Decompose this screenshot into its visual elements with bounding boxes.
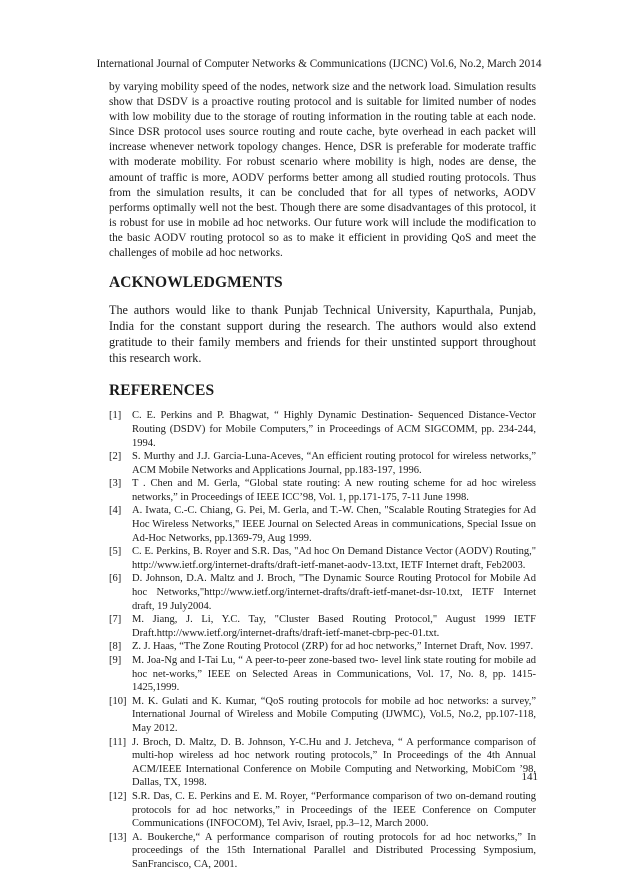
reference-text: T . Chen and M. Gerla, “Global state routing: A new routing scheme for ad hoc wireless networks,” in Proceedings of IEEE ICC’98, Vol. 1, pp.171-175, 7-11 June 1998. (132, 478, 536, 503)
reference-item (109, 613, 536, 640)
page-number: 141 (521, 771, 538, 783)
reference-text: S.R. Das, C. E. Perkins and E. M. Royer, “Performance comparison of two on-demand routing protocols for ad hoc networks,” in Proceedings of the IEEE Conference on Computer Communications (INFOCOM), Tel Aviv, Israel, pp.3–12, March 2000. (132, 790, 536, 830)
acknowledgments-text: The authors would like to thank Punjab Technical University, Kapurthala, Punjab, India for the constant support during the research. The authors would also extend gratitude to their family members and friends for their unstinted support throughout this research work. (109, 303, 536, 365)
reference-item (109, 450, 536, 477)
reference-number: [2] (109, 451, 122, 463)
reference-number: [12] (109, 790, 127, 802)
reference-number: [8] (109, 641, 122, 653)
page-content (109, 80, 536, 872)
reference-text: C. E. Perkins, B. Royer and S.R. Das, "Ad hoc On Demand Distance Vector (AODV) Routing," http://www.ietf.org/internet-drafts/draft-ietf-manet-aodv-13.txt, IETF Internet draft, Feb2003. (132, 546, 536, 571)
reference-number: [10] (109, 695, 127, 707)
reference-item (109, 409, 536, 450)
reference-text: A. Boukerche,“ A performance comparison of routing protocols for ad hoc networks,” In proceedings of the 15th International Parallel and Distributed Processing Symposium, SanFrancisco, CA, 2001. (132, 831, 536, 870)
reference-item (109, 790, 536, 831)
reference-text: M. K. Gulati and K. Kumar, “QoS routing protocols for mobile ad hoc networks: a survey,” International Journal of Wireless and Mobile Computing (IJWMC), Vol.5, No.2, pp.107-118, May 2012. (132, 695, 536, 734)
reference-item (109, 736, 536, 790)
reference-text: Z. J. Haas, “The Zone Routing Protocol (ZRP) for ad hoc networks,” Internet Draft, Nov. 1997. (132, 641, 534, 653)
references-heading: REFERENCES (109, 382, 215, 400)
reference-text: S. Murthy and J.J. Garcia-Luna-Aceves, “An efficient routing protocol for wireless networks,” ACM Mobile Networks and Applications Journal, pp.183-197, 1996. (132, 451, 536, 476)
reference-number: [3] (109, 478, 122, 490)
reference-number: [4] (109, 505, 122, 517)
reference-item (109, 640, 536, 654)
reference-item (109, 654, 536, 695)
references-list (109, 409, 536, 871)
reference-number: [6] (109, 573, 122, 585)
reference-item (109, 477, 536, 504)
reference-text: C. E. Perkins and P. Bhagwat, “ Highly Dynamic Destination- Sequenced Distance-Vector Routing (DSDV) for Mobile Computers,” in Proceedings of ACM SIGCOMM, pp. 234-244, 1994. (132, 410, 536, 449)
reference-text: J. Broch, D. Maltz, D. B. Johnson, Y-C.Hu and J. Jetcheva, “ A performance comparison of multi-hop wireless ad hoc network routing protocols,” In Proceedings of the 4th Annual ACM/IEEE International Conference on Mobile Computing and Networking, MobiCom ’98, Dallas, TX, 1998. (132, 736, 536, 789)
reference-number: [11] (109, 736, 127, 748)
reference-number: [5] (109, 546, 122, 558)
reference-number: [7] (109, 614, 122, 626)
reference-number: [1] (109, 410, 122, 422)
acknowledgments-heading: ACKNOWLEDGMENTS (109, 274, 283, 292)
reference-number: [9] (109, 655, 122, 666)
reference-item (109, 504, 536, 545)
reference-number: [13] (109, 831, 127, 843)
reference-item (109, 545, 536, 572)
reference-item (109, 572, 536, 613)
conclusion-paragraph: by varying mobility speed of the nodes, network size and the network load. Simulation results show that DSDV is a proactive routing protocol and is suitable for limited number of nodes with low mobility due to the storage of routing information in the routing table at each node. Since DSR protocol uses source routing and route cache, byte overhead in each packet will increase whenever network topology changes. Hence, DSR is preferable for moderate traffic with moderate mobility. For robust scenario where mobility is high, nodes are dense, the amount of traffic is more, AODV performs better among all studied routing protocols. Thus from the simulation results, it can be concluded that for all types of networks, AODV performs optimally well not the best. Though there are some disadvantages of this protocol, it is robust for use in mobile ad hoc networks. Our future work will include the modification to the basic AODV routing protocol so as to make it efficient in providing QoS and meet the challenges of mobile ad hoc networks. (109, 81, 536, 260)
reference-text: A. Iwata, C.-C. Chiang, G. Pei, M. Gerla, and T.-W. Chen, "Scalable Routing Strategies for Ad Hoc Wireless Networks," IEEE Journal on Selected Areas in communications, Special Issue on Ad-Hoc Networks, pp.1369-79, Aug 1999. (132, 505, 536, 544)
reference-text: D. Johnson, D.A. Maltz and J. Broch, "The Dynamic Source Routing Protocol for Mobile Ad hoc Networks,"http://www.ietf.org/internet-drafts/draft-ietf-manet-dsr-10.txt, IETF Internet draft, 19 July2004. (132, 573, 536, 612)
journal-header: International Journal of Computer Networks & Communications (IJCNC) Vol.6, No.2, March 2014 (96, 58, 542, 70)
reference-item (109, 831, 536, 872)
reference-text: M. Joa-Ng and I-Tai Lu, “ A peer-to-peer zone-based two- level link state routing for mobile ad hoc net-works,” IEEE on Selected Areas in Communications, Vol. 17, No. 8, pp. 1415- 1425,1999. (132, 655, 536, 694)
reference-text: M. Jiang, J. Li, Y.C. Tay, "Cluster Based Routing Protocol," August 1999 IETF Draft.http://www.ietf.org/internet-drafts/draft-ietf-manet-cbrp-pec-01.txt. (132, 614, 536, 639)
reference-item (109, 695, 536, 736)
